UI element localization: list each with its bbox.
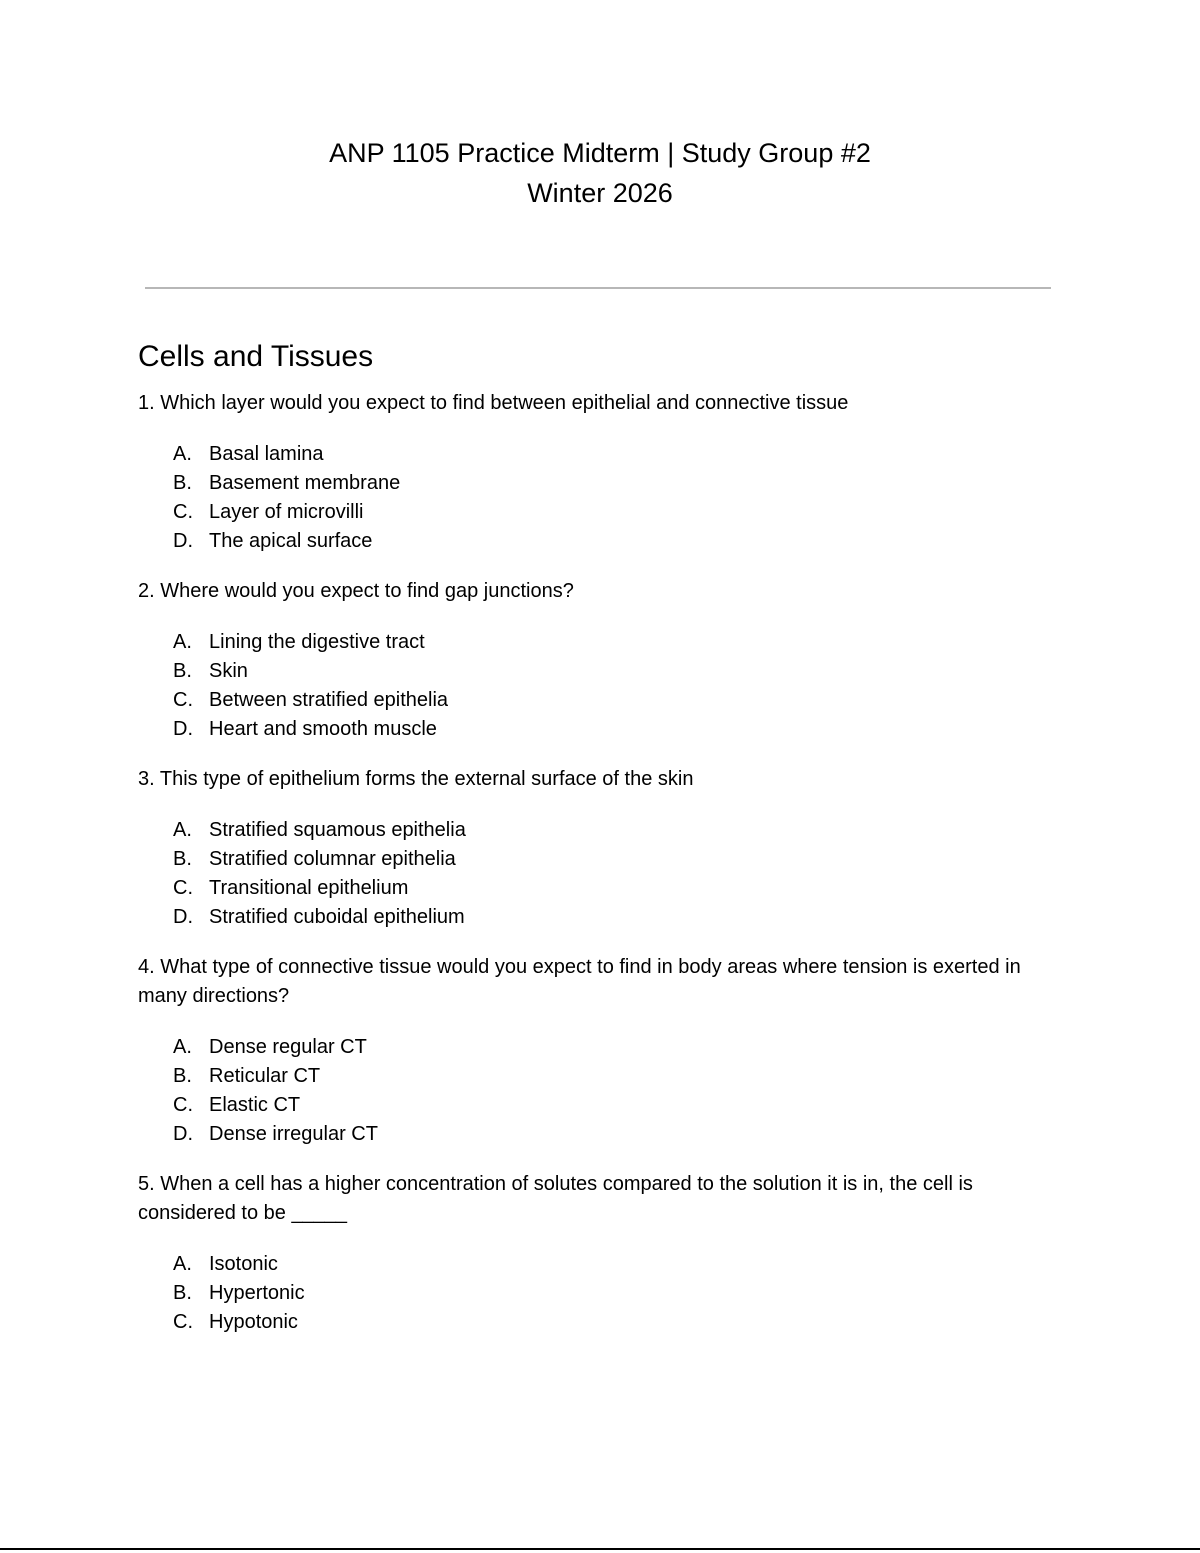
option-letter: C. xyxy=(173,689,193,711)
option-letter: A. xyxy=(173,1253,192,1275)
question-2 xyxy=(138,577,1058,744)
answer-option xyxy=(173,1279,1058,1308)
answer-option xyxy=(173,1250,1058,1279)
answer-options xyxy=(138,628,1058,744)
option-text: Between stratified epithelia xyxy=(209,689,449,711)
answer-option xyxy=(173,903,1058,932)
option-letter: B. xyxy=(173,1282,192,1304)
option-text: Layer of microvilli xyxy=(209,501,364,523)
answer-option xyxy=(173,845,1058,874)
option-letter: B. xyxy=(173,472,192,494)
question-text: 4. What type of connective tissue would you expect to find in body areas where tension is exerted in many directions? xyxy=(138,956,1021,1007)
option-text: Dense regular CT xyxy=(209,1036,367,1058)
answer-option xyxy=(173,1091,1058,1120)
document-term: Winter 2026 xyxy=(527,178,673,208)
answer-option xyxy=(173,469,1058,498)
option-text: Stratified columnar epithelia xyxy=(209,848,456,870)
option-letter: D. xyxy=(173,530,193,552)
answer-option xyxy=(173,1120,1058,1149)
option-letter: C. xyxy=(173,1094,193,1116)
option-letter: C. xyxy=(173,501,193,523)
question-5 xyxy=(138,1170,1058,1337)
question-4 xyxy=(138,953,1058,1149)
question-1 xyxy=(138,389,1058,556)
option-text: Skin xyxy=(209,660,248,682)
option-text: Elastic CT xyxy=(209,1094,301,1116)
answer-option xyxy=(173,1308,1058,1337)
option-text: Stratified squamous epithelia xyxy=(209,819,466,841)
answer-option xyxy=(173,1033,1058,1062)
option-letter: B. xyxy=(173,660,192,682)
answer-options xyxy=(138,440,1058,556)
answer-option xyxy=(173,440,1058,469)
answer-option xyxy=(173,527,1058,556)
option-text: Hypertonic xyxy=(209,1282,305,1304)
answer-options xyxy=(138,816,1058,932)
horizontal-divider xyxy=(145,287,1051,289)
answer-option xyxy=(173,686,1058,715)
option-letter: A. xyxy=(173,631,192,653)
answer-option xyxy=(173,715,1058,744)
option-letter: C. xyxy=(173,877,193,899)
question-text: 2. Where would you expect to find gap junctions? xyxy=(138,580,574,602)
question-text: 3. This type of epithelium forms the external surface of the skin xyxy=(138,768,694,790)
option-text: The apical surface xyxy=(209,530,373,552)
option-letter: A. xyxy=(173,443,192,465)
option-letter: B. xyxy=(173,848,192,870)
option-text: Dense irregular CT xyxy=(209,1123,378,1145)
option-text: Stratified cuboidal epithelium xyxy=(209,906,465,928)
option-text: Heart and smooth muscle xyxy=(209,718,437,740)
option-letter: A. xyxy=(173,819,192,841)
answer-option xyxy=(173,628,1058,657)
option-text: Basement membrane xyxy=(209,472,401,494)
option-letter: D. xyxy=(173,1123,193,1145)
answer-options xyxy=(138,1250,1058,1337)
question-text: 5. When a cell has a higher concentration of solutes compared to the solution it is in, the cell is considered to be _____ xyxy=(138,1173,973,1224)
option-letter: A. xyxy=(173,1036,192,1058)
option-letter: C. xyxy=(173,1311,193,1333)
question-3 xyxy=(138,765,1058,932)
option-letter: D. xyxy=(173,718,193,740)
option-text: Reticular CT xyxy=(209,1065,321,1087)
page-header xyxy=(0,133,1200,213)
question-list xyxy=(138,389,1058,1358)
section-title: Cells and Tissues xyxy=(138,340,374,373)
option-letter: B. xyxy=(173,1065,192,1087)
option-text: Hypotonic xyxy=(209,1311,298,1333)
option-text: Isotonic xyxy=(209,1253,278,1275)
question-text: 1. Which layer would you expect to find between epithelial and connective tissue xyxy=(138,392,849,414)
answer-option xyxy=(173,657,1058,686)
option-text: Transitional epithelium xyxy=(209,877,409,899)
option-letter: D. xyxy=(173,906,193,928)
option-text: Lining the digestive tract xyxy=(209,631,425,653)
answer-option xyxy=(173,498,1058,527)
page-bottom-edge xyxy=(0,1548,1200,1550)
answer-option xyxy=(173,1062,1058,1091)
answer-option xyxy=(173,816,1058,845)
option-text: Basal lamina xyxy=(209,443,324,465)
answer-option xyxy=(173,874,1058,903)
document-title: ANP 1105 Practice Midterm | Study Group #2 xyxy=(329,138,871,168)
answer-options xyxy=(138,1033,1058,1149)
